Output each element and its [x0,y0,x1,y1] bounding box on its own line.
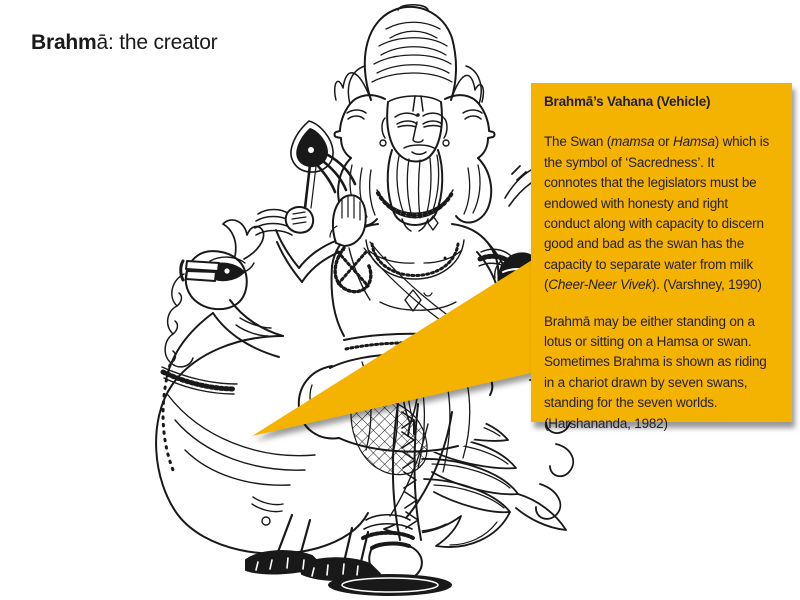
callout-box [531,83,792,431]
slide-title [31,31,217,55]
brahma-figure [255,5,536,596]
slide-title-regular-part: ā: the creator [96,31,218,54]
callout-heading: Brahmā’s Vahana (Vehicle) [544,94,711,109]
callout-paragraph-swan-symbolism: The Swan (mamsa or Hamsa) which is the symbol of ‘Sacredness’. It connotes that the legislators must be endowed with honesty and right conduct along with capacity to discern good and bad as the swan has the capacity to separate water from milk (Cheer-Neer Vivek). (Varshney, 1990) [544,134,770,293]
slide-title-bold-part: Brahm [31,31,97,54]
callout-paragraph-brahma-depictions: Brahmā may be either standing on a lotus or sitting on a Hamsa or swan. Sometimes Brahma is shown as riding in a chariot drawn by seven swans, standing for the seven worlds. (Harshananda, 1982) [544,313,767,431]
